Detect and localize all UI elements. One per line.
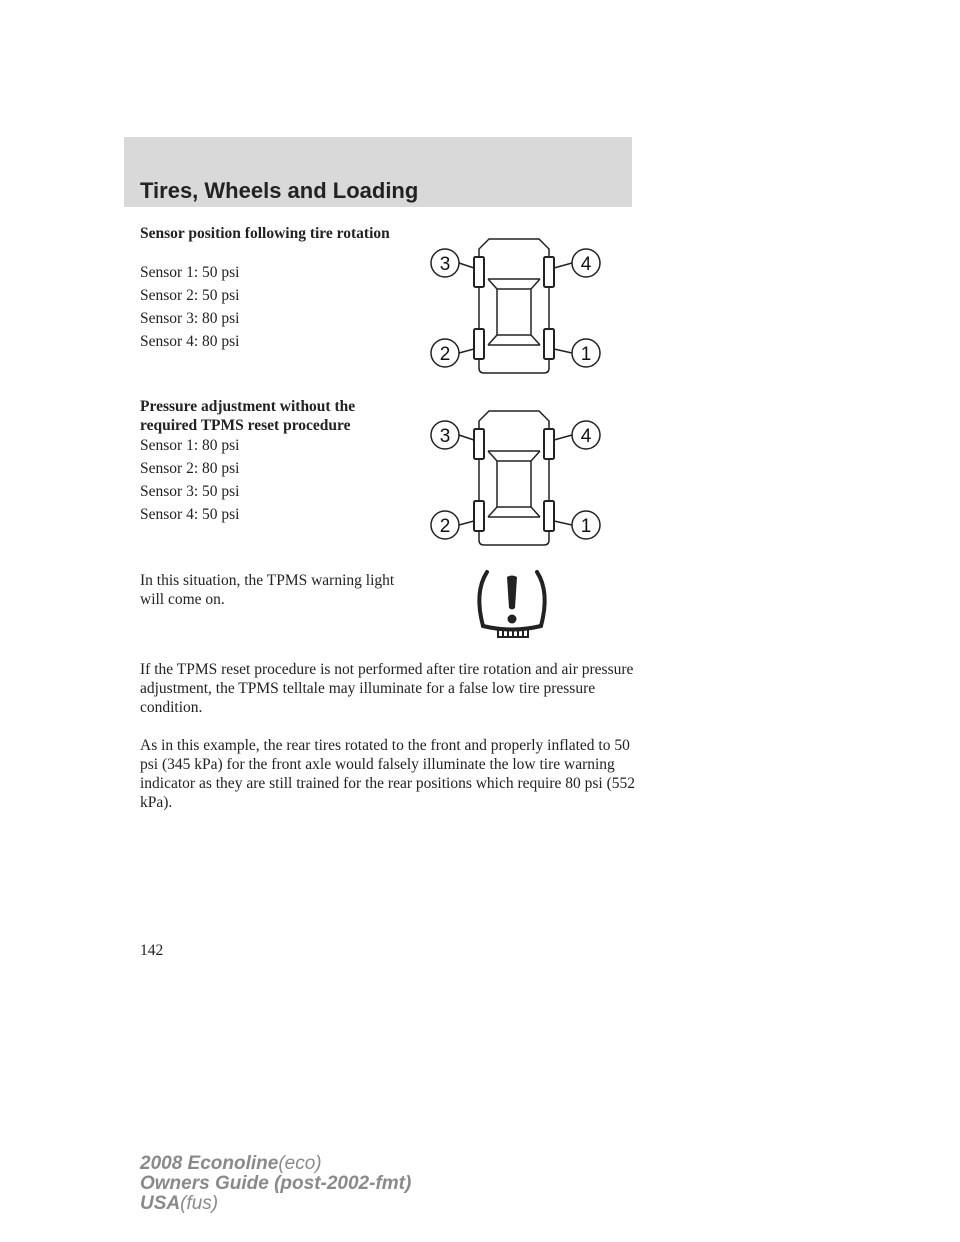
tire-rotation-diagram	[415, 232, 615, 378]
label-1: 1	[580, 516, 592, 537]
warning-light-text: In this situation, the TPMS warning light will come on.	[140, 572, 395, 608]
tire-rear-right	[544, 501, 554, 531]
cab-outline	[497, 461, 531, 507]
tire-front-right	[544, 429, 554, 459]
section-heading-sensor-position: Sensor position following tire rotation	[140, 225, 390, 242]
spec-line: Sensor 4: 80 psi	[140, 333, 240, 350]
tire-front-left	[474, 429, 484, 459]
label-4: 4	[580, 426, 592, 447]
spec-line: Sensor 3: 50 psi	[140, 483, 240, 500]
label-2: 2	[439, 344, 451, 365]
spec-line: Sensor 2: 80 psi	[140, 460, 240, 477]
tire-front-right	[544, 257, 554, 287]
label-3: 3	[439, 254, 451, 275]
spec-line: Sensor 1: 50 psi	[140, 264, 240, 281]
tire-rear-left	[474, 329, 484, 359]
footer-line: USA(fus)	[140, 1193, 219, 1214]
section-heading-pressure-adjustment: Pressure adjustment without the required TPMS reset procedure	[140, 398, 356, 434]
paragraph: If the TPMS reset procedure is not performed after tire rotation and air pressure adjustment, the TPMS telltale may illuminate for a false low tire pressure condition.	[140, 661, 634, 716]
spec-line: Sensor 4: 50 psi	[140, 506, 240, 523]
spec-line: Sensor 2: 50 psi	[140, 287, 240, 304]
spec-line: Sensor 1: 80 psi	[140, 437, 240, 454]
tire-rear-left	[474, 501, 484, 531]
vehicle-outline	[479, 239, 549, 373]
label-2: 2	[439, 516, 451, 537]
vehicle-outline	[479, 411, 549, 545]
label-1: 1	[580, 344, 592, 365]
footer-line: 2008 Econoline(eco)	[140, 1153, 322, 1174]
tire-front-left	[474, 257, 484, 287]
footer	[140, 1154, 411, 1214]
label-3: 3	[439, 426, 451, 447]
page-title: Tires, Wheels and Loading	[140, 178, 419, 203]
exclamation-dot	[508, 615, 517, 624]
tire-rear-right	[544, 329, 554, 359]
spec-line: Sensor 3: 80 psi	[140, 310, 240, 327]
cab-outline	[497, 289, 531, 335]
footer-line: Owners Guide (post-2002-fmt)	[140, 1173, 412, 1194]
label-4: 4	[580, 254, 592, 275]
tire-rotation-diagram	[415, 404, 615, 550]
tpms-warning-icon	[470, 568, 554, 640]
page-number: 142	[140, 942, 164, 959]
paragraph: As in this example, the rear tires rotated to the front and properly inflated to 50 psi (345 kPa) for the front axle would falsely illuminate the low tire warning indicator as they are still trained for the rear positions which require 80 psi (552 kPa).	[140, 737, 635, 811]
exclamation-bar	[507, 576, 517, 610]
